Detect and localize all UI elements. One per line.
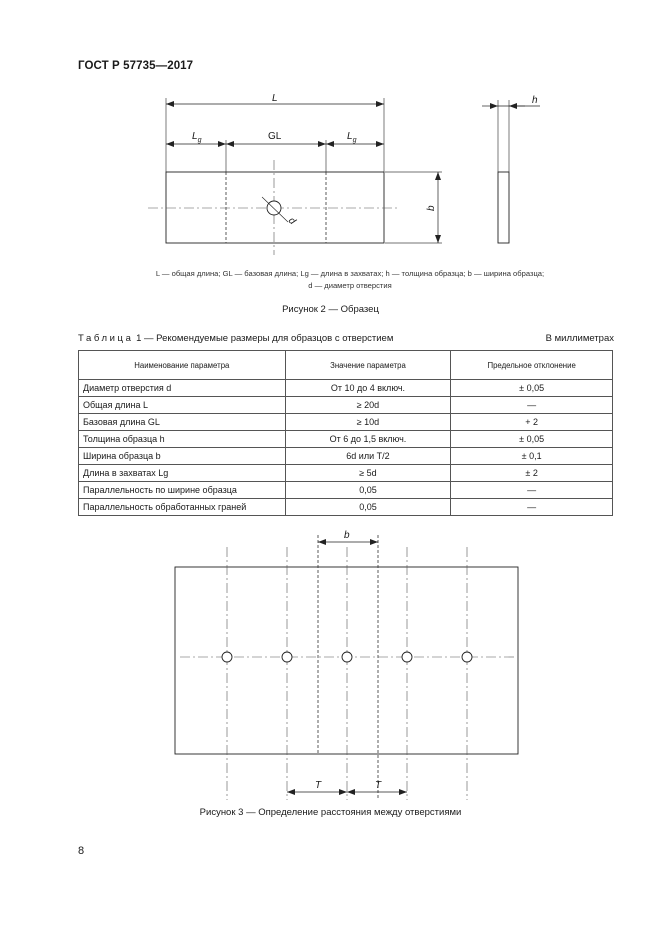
table-row: Параллельность по ширине образца 0,05 — bbox=[79, 482, 613, 499]
figure-2-drawing bbox=[0, 0, 661, 300]
document-header: ГОСТ Р 57735—2017 bbox=[78, 60, 194, 72]
hole-5 bbox=[462, 652, 472, 662]
specimen-side-view bbox=[498, 172, 509, 243]
page-number: 8 bbox=[78, 845, 85, 857]
extension-lines bbox=[166, 98, 509, 243]
dim-label-GL: GL bbox=[268, 131, 282, 142]
dim-label-b: b bbox=[426, 205, 437, 211]
dim-label-T-right: T bbox=[375, 780, 382, 791]
table-row: Ширина образца b 6d или T/2 ± 0,1 bbox=[79, 448, 613, 465]
figure-2-legend bbox=[100, 268, 600, 292]
dim-label-h: h bbox=[532, 95, 538, 106]
legend-line-2: d — диаметр отверстия bbox=[308, 281, 392, 290]
table-row: Толщина образца h От 6 до 1,5 включ. ± 0,05 bbox=[79, 431, 613, 448]
col-header-value: Значение параметра bbox=[285, 351, 451, 380]
hole-1 bbox=[222, 652, 232, 662]
col-header-tolerance: Предельное отклонение bbox=[451, 351, 613, 380]
dim-label-Lg-left: $L_g$ bbox=[192, 131, 202, 144]
dim-label-Lg-right: $L_g$ bbox=[347, 131, 357, 144]
table-row: Параллельность обработанных граней 0,05 — bbox=[79, 499, 613, 516]
table-row: Общая длина L ≥ 20d — bbox=[79, 397, 613, 414]
dim-label-T-left: T bbox=[315, 780, 322, 791]
col-header-parameter: Наименование параметра bbox=[79, 351, 286, 380]
legend-line-1: L — общая длина; GL — базовая длина; Lg — длина в захватах; h — толщина образца; b — ширина образца; bbox=[155, 269, 545, 278]
table-units: В миллиметрах bbox=[545, 333, 614, 344]
dim-label-d: d bbox=[285, 215, 298, 228]
hole-centerlines bbox=[227, 547, 467, 800]
dim-label-b-fig3: b bbox=[344, 530, 350, 541]
figure-3-caption: Рисунок 3 — Определение расстояния между отверстиями bbox=[199, 807, 462, 818]
table-row: Длина в захватах Lg ≥ 5d ± 2 bbox=[79, 465, 613, 482]
figure-2-caption: Рисунок 2 — Образец bbox=[282, 304, 379, 315]
hole-4 bbox=[402, 652, 412, 662]
table-title: Таблица 1 — Рекомендуемые размеры для образцов с отверстием bbox=[78, 333, 394, 344]
parameters-table bbox=[78, 350, 613, 516]
table-row: Диаметр отверстия d От 10 до 4 включ. ± 0,05 bbox=[79, 380, 613, 397]
dim-label-L: L bbox=[272, 93, 278, 104]
hole-3 bbox=[342, 652, 352, 662]
hole-2 bbox=[282, 652, 292, 662]
table-row: Базовая длина GL ≥ 10d + 2 bbox=[79, 414, 613, 431]
plate-outline bbox=[175, 567, 518, 754]
